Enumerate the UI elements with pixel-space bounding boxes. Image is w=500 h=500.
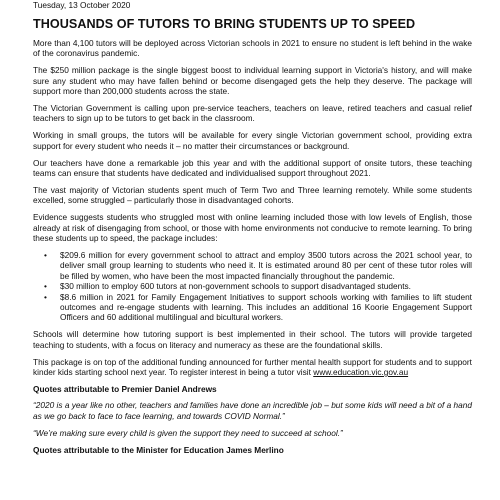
- paragraph-2: The $250 million package is the single biggest boost to individual learning support in Victoria's history, and will make sure any student who may have fallen behind or become disengaged gets the help they deserve. The package will support more than 200,000 students across the state.: [33, 65, 472, 97]
- list-item-text: $30 million to employ 600 tutors at non-government schools to support disadvantaged students.: [60, 281, 411, 292]
- closing-text: This package is on top of the additional funding announced for further mental health support for students and to support kinder kids starting school next year. To register interest in being a tutor visit: [33, 356, 472, 378]
- premier-quote-1: “2020 is a year like no other, teachers and families have done an incredible job – but some kids will need a bit of a hand as we go back to face to face learning, and towards COVID Normal.”: [33, 400, 472, 421]
- list-item-text: $209.6 million for every government school to attract and employ 3500 tutors across the 2021 school year, to deliver small group learning to students who need it. It is estimated around 80 per cent of these tutor roles will be filled by women, who have been the most impacted financially throughout the pandemic.: [60, 250, 472, 281]
- list-item: [44, 291, 472, 323]
- bullet-icon: •: [44, 250, 47, 260]
- list-item-text: $8.6 million in 2021 for Family Engagement Initiatives to support schools working with families to lift student outcomes and re-engage students with learning. This includes an additional 16 Koorie Engagement Support Officers and 60 additional multilingual and bicultural workers.: [60, 291, 472, 323]
- bullet-icon: •: [44, 281, 47, 292]
- list-item: [44, 281, 472, 292]
- education-website-link[interactable]: www.education.vic.gov.au: [313, 367, 409, 378]
- paragraph-6: The vast majority of Victorian students spent much of Term Two and Three learning remotely. While some students excelled, some struggled – particularly those in disadvantaged cohorts.: [33, 184, 472, 206]
- bullet-icon: •: [44, 291, 47, 302]
- paragraph-3: The Victorian Government is calling upon pre-service teachers, teachers on leave, retired teachers and casual relief teachers to sign up to be tutors to get back in the classroom.: [33, 103, 472, 124]
- premier-quote-2: “We’re making sure every child is given the support they need to succeed at school.”: [33, 427, 343, 438]
- funding-list: [33, 250, 472, 323]
- minister-quotes-heading: Quotes attributable to the Minister for Education James Merlino: [33, 444, 284, 455]
- paragraph-4: Working in small groups, the tutors will be available for every single Victorian government school, providing extra support for every student who needs it – no matter their circumstances or background.: [33, 130, 472, 151]
- paragraph-closing: [33, 357, 472, 378]
- paragraph-5: Our teachers have done a remarkable job this year and with the additional support of onsite tutors, these teaching teams can ensure that students have dedicated and individualised support throughout 2021.: [33, 157, 472, 179]
- paragraph-7: Evidence suggests students who struggled most with online learning included those with low levels of English, those already at risk of disengaging from school, or those with home environments not conducive to remote learning. To bring these students up to speed, the package includes:: [33, 212, 472, 244]
- paragraph-1: More than 4,100 tutors will be deployed across Victorian schools in 2021 to ensure no student is left behind in the wake of the coronavirus pandemic.: [33, 38, 472, 59]
- paragraph-after-list: Schools will determine how tutoring support is best implemented in their school. The tutors will provide targeted teaching to students, with a focus on literacy and numeracy as these are the foundational skills.: [33, 329, 472, 350]
- premier-quotes-heading: Quotes attributable to Premier Daniel Andrews: [33, 383, 217, 394]
- page-title: THOUSANDS OF TUTORS TO BRING STUDENTS UP TO SPEED: [33, 17, 416, 31]
- list-item: [44, 250, 472, 281]
- release-date: Tuesday, 13 October 2020: [33, 0, 131, 10]
